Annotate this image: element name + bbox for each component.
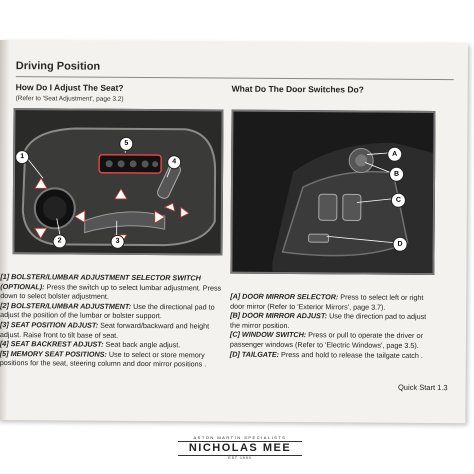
seat-controls-illustration <box>15 110 222 253</box>
callout-c: C <box>391 193 406 208</box>
callout-2: 2 <box>53 234 67 248</box>
seat-descriptions <box>0 272 222 369</box>
seat-item-1: [1] BOLSTER/LUMBAR ADJUSTMENT SELECTOR SWITCH (OPTIONAL): Press the switch up to select lumbar adjustment. Press down to select bolster adjustment. <box>0 272 222 301</box>
callout-d: D <box>393 237 408 252</box>
door-section-heading: What Do The Door Switches Do? <box>231 83 364 95</box>
door-item-c: [C] WINDOW SWITCH: Press or pull to operate the driver or passenger windows (Refer to 'Electric Windows', page 3.5). <box>229 329 423 350</box>
seat-controls-photo <box>13 108 224 255</box>
nicholas-mee-logo <box>178 435 302 465</box>
logo-brand: NICHOLAS MEE <box>178 441 302 456</box>
door-descriptions <box>230 292 436 361</box>
logo-tagline: ASTON MARTIN SPECIALISTS <box>193 435 287 440</box>
callout-5: 5 <box>119 137 133 151</box>
door-item-d: [D] TAILGATE: Press and hold to release the tailgate catch . <box>229 349 423 360</box>
seat-item-5: [5] MEMORY SEAT POSITIONS: Use to select or store memory positions for the seat, steering column and door mirror positions . <box>0 348 207 369</box>
seat-item-3: [3] SEAT POSITION ADJUST: Seat forward/backward and height adjust. Raise front to tilt base of seat. <box>0 319 210 340</box>
seat-item-2: [2] BOLSTER/LUMBAR ADJUSTMENT: Use the directional pad to adjust the position of the lumbar or bolster support. <box>0 300 215 321</box>
door-item-b: [B] DOOR MIRROR ADJUST: Use the direction pad to adjust the mirror position. <box>229 310 427 330</box>
door-switches-photo <box>230 110 435 275</box>
page-footer: Quick Start 1.3 <box>397 382 448 393</box>
seat-section-reference: (Refer to 'Seat Adjustment', page 3.2) <box>15 95 124 103</box>
manual-page <box>0 40 468 423</box>
seat-section-heading: How Do I Adjust The Seat? <box>15 82 124 93</box>
callout-b: B <box>389 167 404 182</box>
seat-item-4: [4] SEAT BACKREST ADJUST: Seat back angle adjust. <box>0 339 181 350</box>
logo-established: EST 1990 <box>228 456 252 460</box>
title-divider <box>16 76 454 80</box>
callout-1: 1 <box>15 150 29 164</box>
page-title: Driving Position <box>15 60 101 73</box>
callout-4: 4 <box>167 155 181 169</box>
callout-a: A <box>387 147 402 162</box>
callout-3: 3 <box>111 235 125 249</box>
door-item-a: [A] DOOR MIRROR SELECTOR: Press to select left or right door mirror (Refer to 'Exterior Mirrors', page 3.7). <box>230 291 424 312</box>
